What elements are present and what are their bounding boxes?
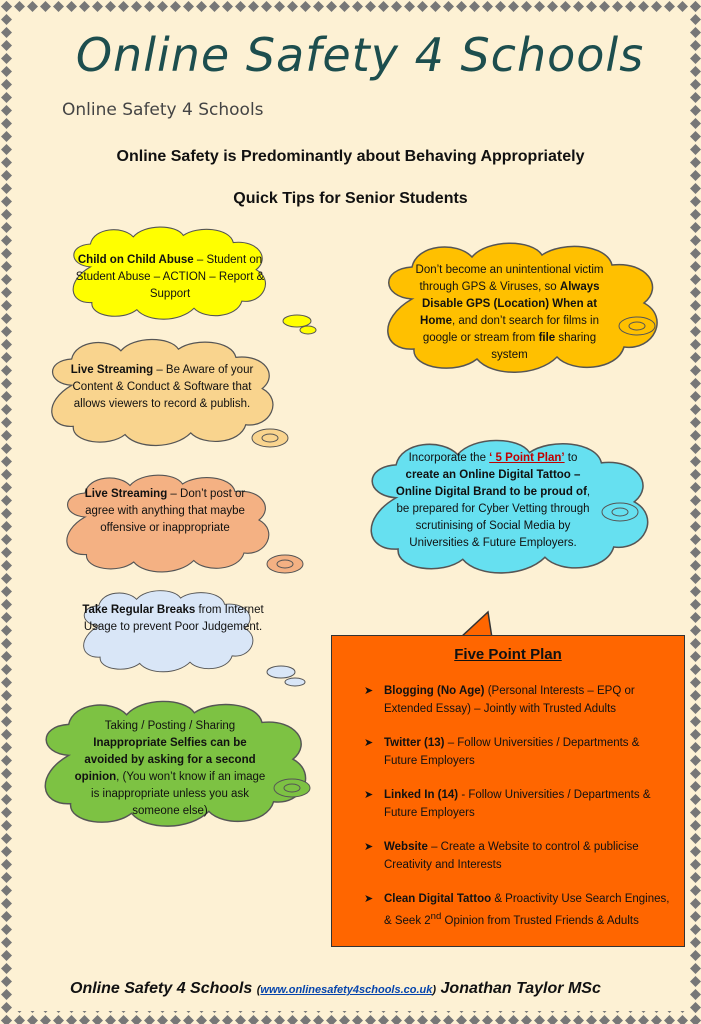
list-item: ➤ Website – Create a Website to control & publicise Creativity and Interests [364,838,674,874]
cloud-abuse [35,224,315,334]
cloud-abuse-text: Child on Child Abuse – Student on Student Abuse – ACTION – Report & Support [75,254,265,300]
main-heading: Online Safety is Predominantly about Behaving Appropriately [116,148,585,165]
cloud-selfies-text: Taking / Posting / Sharing Inappropriate Selfies can be avoided by asking for a second opinion, (You won’t know if an image is inappropriate unless you ask someone else) [74,720,266,817]
cloud-live-streaming-posting-text: Live Streaming – Don’t post or agree with anything that maybe offensive or inappropriate [84,488,246,534]
page-title: Online Safety 4 Schools [75,28,645,82]
cloud-live-streaming-awareness [22,336,312,456]
page-subtitle: Online Safety 4 Schools [62,100,264,120]
footer-brand: Online Safety 4 Schools [70,980,253,997]
cloud-digital-tattoo [355,412,670,612]
arrow-bullet-icon: ➤ [364,685,374,697]
cloud-gps [372,230,677,390]
arrow-bullet-icon: ➤ [364,737,374,749]
arrow-bullet-icon: ➤ [364,841,374,853]
footer-website-link[interactable]: www.onlinesafety4schools.co.uk [260,984,433,996]
arrow-bullet-icon: ➤ [364,893,374,905]
list-item: ➤ Linked In (14) - Follow Universities / Departments & Future Employers [364,786,674,822]
list-item: ➤ Twitter (13) – Follow Universities / Departments & Future Employers [364,734,674,770]
arrow-bullet-icon: ➤ [364,789,374,801]
cloud-gps-text: Don’t become an unintentional victim through GPS & Viruses, so Always Disable GPS (Location) When at Home, and don’t search for films in google or stream from file sharing system [415,264,604,361]
five-point-plan-title: Five Point Plan [454,646,562,663]
cloud-selfies [30,690,330,850]
cloud-regular-breaks-text: Take Regular Breaks from Internet Usage to prevent Poor Judgement. [82,604,264,633]
tips-heading: Quick Tips for Senior Students [233,190,468,207]
footer: Online Safety 4 Schools (www.onlinesafety4schools.co.uk) Jonathan Taylor MSc [70,980,601,997]
cloud-live-streaming-awareness-text: Live Streaming – Be Aware of your Content & Conduct & Software that allows viewers to record & publish. [70,364,254,410]
cloud-digital-tattoo-text: Incorporate the ‘ 5 Point Plan’ to create an Online Digital Tattoo – Online Digital Brand to be proud of, be prepared for Cyber Vetting through scrutinising of Social Media by Universities & Future Employers. [395,452,591,549]
cloud-live-streaming-posting [30,472,320,582]
five-point-plan-list [364,682,674,946]
footer-author: Jonathan Taylor MSc [440,980,601,997]
five-point-plan [331,635,685,947]
cloud-regular-breaks [33,588,318,688]
list-item: ➤ Blogging (No Age) (Personal Interests – EPQ or Extended Essay) – Jointly with Trusted Adults [364,682,674,718]
list-item: ➤ Clean Digital Tattoo & Proactivity Use Search Engines, & Seek 2nd Opinion from Trusted Friends & Adults [364,890,674,930]
